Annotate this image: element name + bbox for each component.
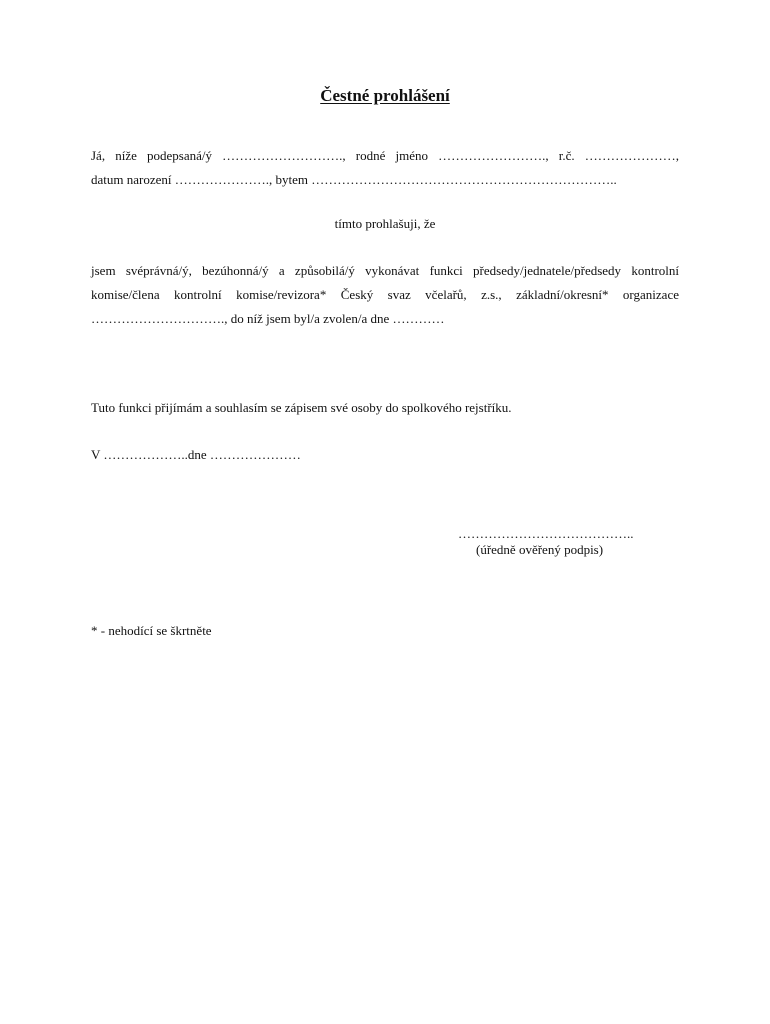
footnote: * - nehodící se škrtněte — [91, 623, 212, 638]
intro-line-2: datum narození …………………., bytem …………………………………………………………….. — [91, 172, 617, 187]
signature-line: ………………………………….. — [458, 526, 634, 541]
intro-line-1: Já, níže podepsaná/ý ………………………., rodné jméno ……………………., r.č. …………………, — [91, 148, 679, 163]
accept-line: Tuto funkci přijímám a souhlasím se zápisem své osoby do spolkového rejstříku. — [91, 400, 512, 415]
document-title: Čestné prohlášení — [320, 86, 450, 105]
signature-label: (úředně ověřený podpis) — [476, 542, 604, 557]
body-line-1: jsem svéprávná/ý, bezúhonná/ý a způsobilá/ý vykonávat funkci předsedy/jednatele/předsedy kontrolní — [91, 263, 679, 278]
body-line-2: komise/člena kontrolní komise/revizora* Český svaz včelařů, z.s., základní/okresní* organizace — [91, 287, 679, 302]
declare-line: tímto prohlašuji, že — [334, 216, 436, 231]
place-date-line: V ………………..dne ………………… — [91, 447, 301, 462]
body-line-3: …………………………., do níž jsem byl/a zvolen/a dne ………… — [91, 311, 445, 326]
